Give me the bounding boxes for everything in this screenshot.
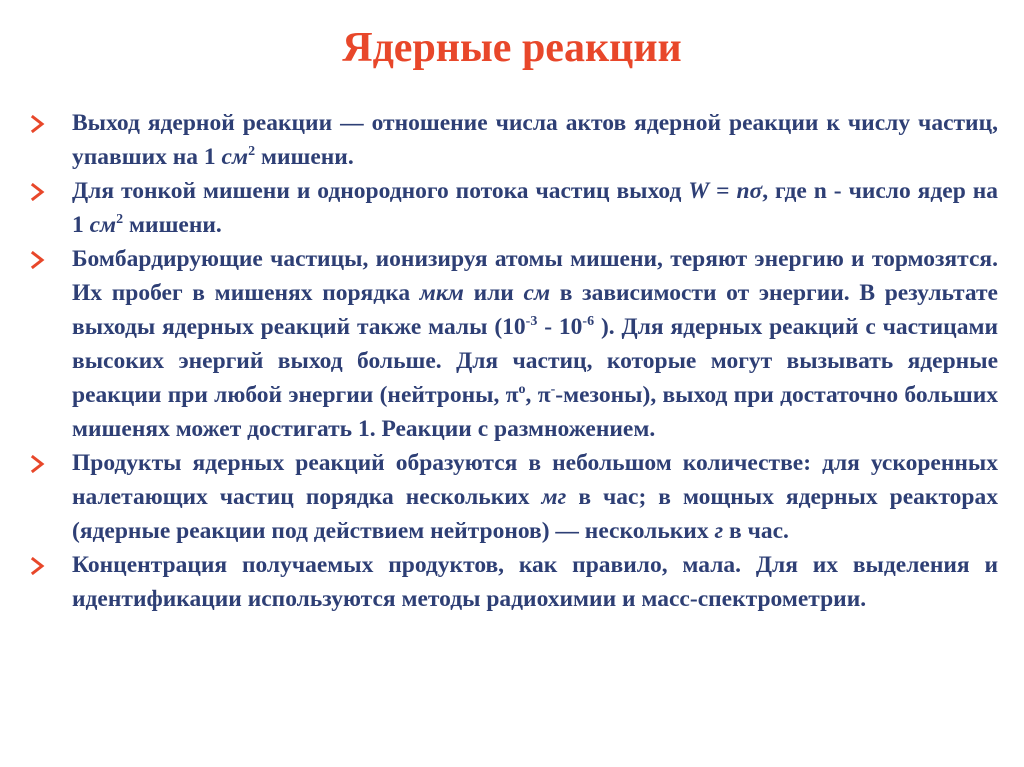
bullet-text [72,446,998,548]
text-segment: см [523,280,551,306]
bullet-item-5 [30,548,998,616]
text-segment: см [221,144,249,170]
text-segment: Выход ядерной реакции — отношение числа актов ядерной реакции к числу частиц, упавших на 1 [72,110,998,170]
text-segment: 2 [116,212,124,227]
text-segment: или [463,280,524,306]
bullet-item-4 [30,446,998,548]
text-segment: мкм [419,280,464,306]
text-segment: в час; в мощных ядерных реакторах (ядерные реакции под действием нейтронов) — нескольких [72,484,998,544]
text-segment: мг [541,484,567,510]
text-segment: г [714,518,724,544]
text-segment: - 10 [537,314,583,340]
bullet-text [72,242,998,446]
text-segment: Бомбардирующие частицы, ионизируя атомы мишени, теряют энергию и тормозятся. Их пробег в мишенях порядка [72,246,998,306]
text-segment: -3 [525,314,538,329]
bullet-text [72,174,998,242]
slide-title: Ядерные реакции [342,25,682,71]
arrowhead-bullet-icon [30,174,72,208]
text-segment: = [709,178,737,204]
bullet-item-3 [30,242,998,446]
arrowhead-bullet-icon [30,106,72,140]
text-segment: nσ [736,178,763,204]
bullet-text [72,548,998,616]
text-segment: , π [525,382,551,408]
text-segment: в час. [723,518,789,544]
arrowhead-bullet-icon [30,446,72,480]
text-segment: Для тонкой мишени и однородного потока частиц выход [72,178,689,204]
text-segment: см [89,212,117,238]
text-segment: мишени. [123,212,222,238]
arrowhead-bullet-icon [30,548,72,582]
text-segment: ). Для ядерных реакций с частицами высоких энергий выход больше. Для частиц, которые могут вызывать ядерные реакции при любой энергии (нейтроны, π [72,314,999,408]
text-segment: - [550,382,556,397]
text-segment: W [688,178,710,204]
bullet-text [72,106,998,174]
text-segment: , где n - число ядер на 1 [72,178,998,238]
text-segment: в зависимости от энергии. В результате выходы ядерных реакций также малы (10 [72,280,998,340]
text-segment: o [518,382,526,397]
bullet-item-1 [30,106,998,174]
text-segment: -6 [582,314,595,329]
text-segment: Концентрация получаемых продуктов, как правило, мала. Для их выделения и идентификации используются методы радиохимии и масс-спектрометрии. [72,552,998,612]
text-segment: -мезоны), выход при достаточно больших мишенях может достигать 1. Реакции с размножением. [72,382,998,442]
arrowhead-bullet-icon [30,242,72,276]
text-segment: мишени. [255,144,354,170]
bullet-list [30,106,998,616]
text-segment: 2 [248,144,256,159]
bullet-item-2 [30,174,998,242]
text-segment: Продукты ядерных реакций образуются в небольшом количестве: для ускоренных налетающих частиц порядка нескольких [72,450,998,510]
